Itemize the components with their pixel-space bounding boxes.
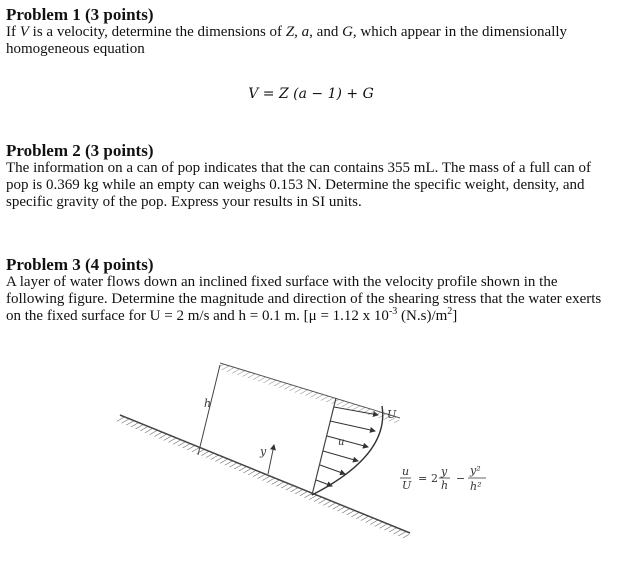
formula-term1-denominator: h: [441, 479, 449, 492]
problem-1-text-mid: is a velocity, determine the dimensions of: [28, 24, 286, 40]
problem-1-text-suffix: , which appear in the dimensionally homogeneous equation: [6, 24, 568, 57]
velocity-arrow: [320, 465, 345, 474]
problem-1-heading: Problem 1 (3 points): [6, 5, 154, 24]
velocity-profile-formula: [400, 464, 486, 493]
formula-minus: −: [456, 472, 466, 485]
problem-3-units-exponent: 2: [447, 306, 453, 317]
var-a: a: [301, 24, 310, 40]
velocity-arrow: [323, 451, 358, 461]
var-z: Z: [285, 24, 295, 40]
label-y: y: [260, 445, 267, 458]
problem-1-text: [6, 24, 616, 58]
h-dimension-line: [198, 365, 220, 455]
formula-term2-denominator: h²: [470, 480, 482, 493]
velocity-arrow: [316, 480, 332, 486]
velocity-arrow: [330, 421, 375, 431]
y-axis-arrow: [268, 445, 274, 474]
inclined-surface-line: [120, 415, 410, 533]
velocity-arrow: [327, 436, 368, 447]
profile-reference-line: [312, 398, 336, 495]
figure-drawing: [100, 343, 540, 543]
var-g: G: [342, 24, 353, 40]
separator-2: , and: [309, 24, 343, 40]
label-h: h: [204, 397, 212, 410]
formula-lhs-numerator: u: [402, 465, 410, 478]
separator-1: ,: [294, 24, 302, 40]
problem-1-text-prefix: If: [6, 24, 20, 40]
formula-lhs-denominator: U: [402, 479, 412, 492]
problem-3-heading: Problem 3 (4 points): [6, 255, 154, 274]
problem-3-exponent: -3: [388, 306, 398, 317]
problem-3-text-main: A layer of water flows down an inclined fixed surface with the velocity profile shown in the following figure. Determine the magnitude and direction of the shearing stress that the water exerts on the fixed surface for U = 2 m/s and h = 0.1 m. [μ = 1.12 x 10: [6, 274, 602, 324]
var-v: V: [19, 24, 29, 40]
formula-equals: =: [418, 472, 428, 485]
free-surface-line: [220, 363, 400, 418]
problem-1-equation: V = Z (a − 1) + G: [248, 86, 374, 102]
label-u: u: [338, 437, 345, 448]
free-surface-hatching: [218, 363, 400, 424]
problem-3-text-units: (N.s)/m: [397, 308, 448, 324]
formula-term1-numerator: y: [441, 465, 448, 478]
formula-coefficient: 2: [431, 472, 438, 485]
problem-2: [6, 141, 616, 211]
problem-3-text-end: ]: [452, 308, 458, 324]
problem-2-text: The information on a can of pop indicates that the can contains 355 mL. The mass of a full can of pop is 0.369 kg while an empty can weighs 0.153 N. Determine the specific weight, density, and specific gravity of the pop. Express your results in SI units.: [6, 160, 591, 210]
label-U: U: [387, 408, 397, 421]
problem-3: [6, 255, 616, 325]
problem-1: [6, 5, 616, 58]
problem-2-heading: Problem 2 (3 points): [6, 141, 154, 160]
fixed-surface-hatching: [116, 415, 410, 539]
formula-term2-numerator: y²: [470, 464, 481, 477]
problem-3-text: [6, 274, 616, 325]
velocity-profile-figure: [100, 343, 540, 548]
